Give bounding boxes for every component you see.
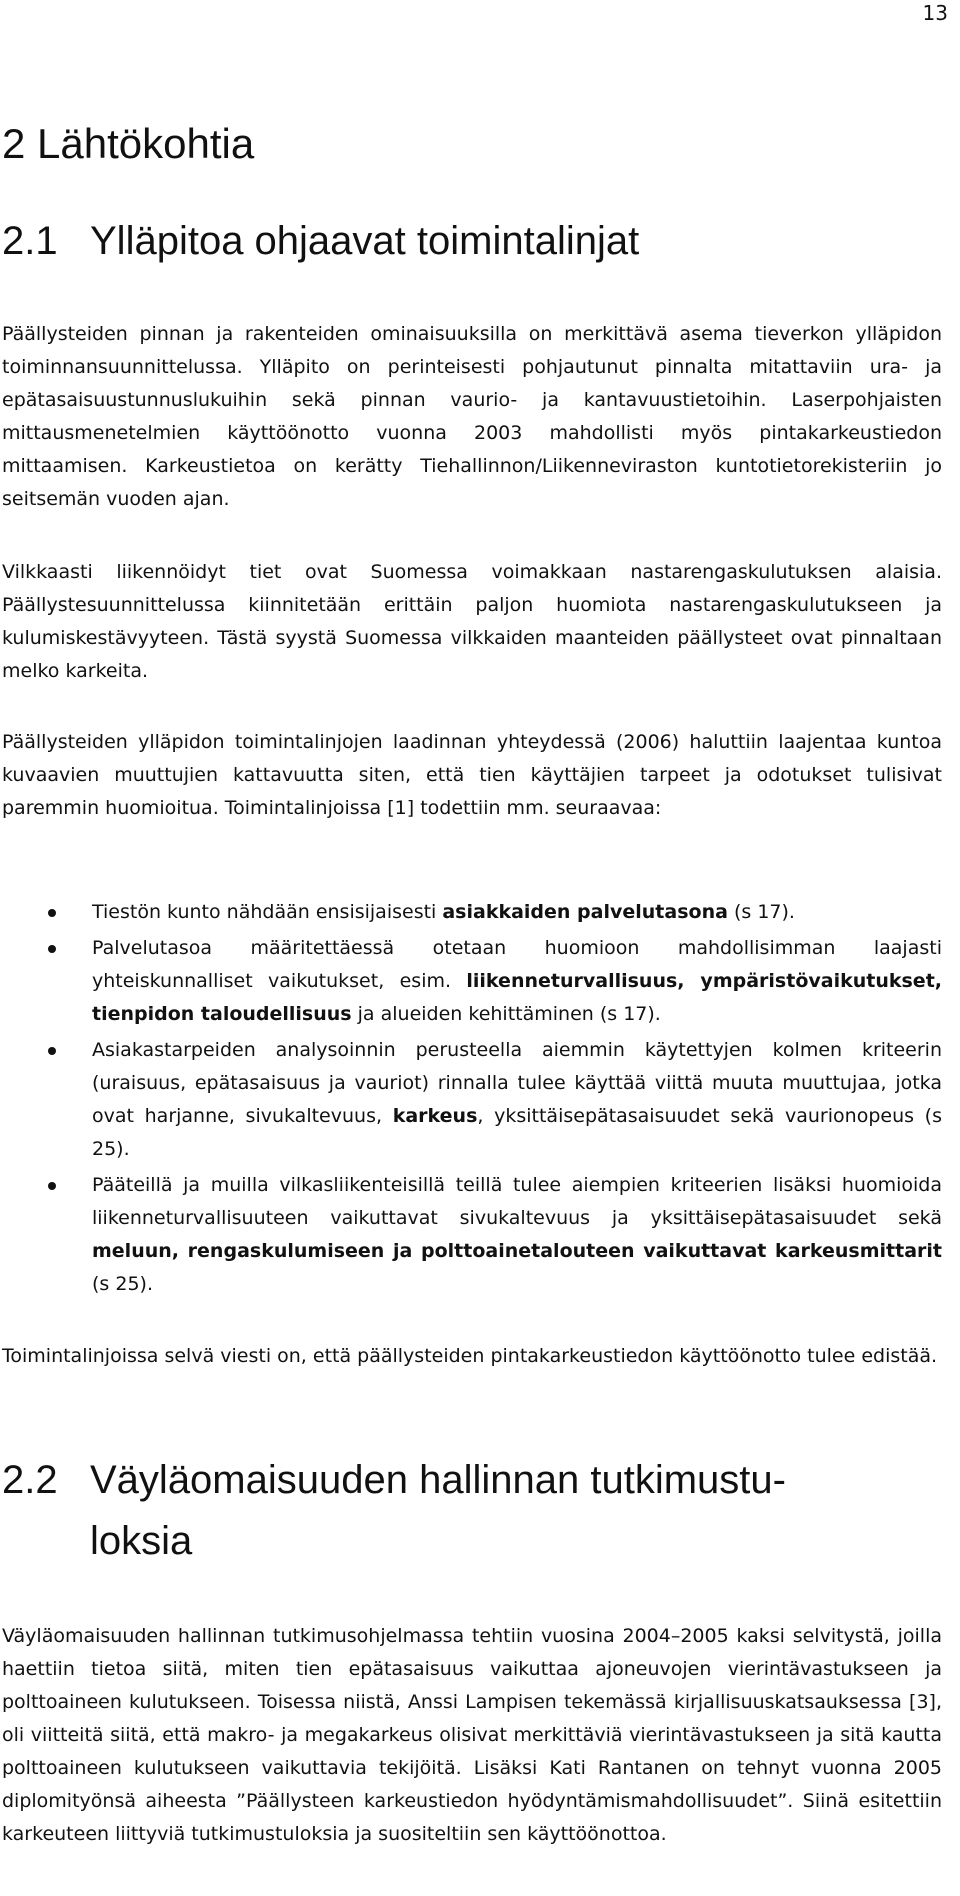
page-number: 13 <box>922 1 948 25</box>
chapter-heading: 2 Lähtökohtia <box>2 120 255 167</box>
item-bold-text: asiakkaiden palvelutasona <box>442 901 728 923</box>
bullet-icon <box>48 945 56 953</box>
item-text: Tiestön kunto nähdään ensisijaisesti <box>92 901 443 923</box>
item-text: , yksittäisepätasaisuudet sekä vaurionopeus (s 25). <box>92 1105 942 1160</box>
item-bold-text: liikenneturvallisuus, ympäristövaikutukset, tienpidon taloudellisuus <box>92 970 942 1025</box>
section-title-line2: loksia <box>90 1519 193 1563</box>
item-text: (s 25). <box>92 1273 153 1295</box>
item-text: Pääteillä ja muilla vilkasliikenteisillä teillä tulee aiempien kriteerien lisäksi huomioida liikenneturvallisuuteen vaikuttavat sivukaltevuus ja yksittäisepätasaisuudet sekä <box>92 1174 942 1229</box>
item-bold-text: meluun, rengaskulumiseen ja polttoainetalouteen vaikuttavat karkeusmittarit <box>92 1240 942 1262</box>
bullet-icon <box>48 1182 56 1190</box>
section-title: Ylläpitoa ohjaavat toimintalinjat <box>90 219 640 263</box>
list-item <box>2 932 942 1031</box>
list-item <box>2 1169 942 1301</box>
list-item <box>2 1034 942 1166</box>
section-heading-2-2 <box>2 1450 786 1572</box>
paragraph-2: Vilkkaasti liikennöidyt tiet ovat Suomessa voimakkaan nastarengaskulutuksen alaisia. Päällystesuunnittelussa kiinnitetään erittäin paljon huomiota nastarengaskulutukseen ja kulumiskestävyyteen. Tästä syystä Suomessa vilkkaiden maanteiden päällysteet ovat pinnaltaan melko karkeita. <box>2 561 942 682</box>
paragraph-5: Väyläomaisuuden hallinnan tutkimusohjelmassa tehtiin vuosina 2004–2005 kaksi selvitystä, joilla haettiin tietoa siitä, miten tien epätasaisuus vaikuttaa ajoneuvojen vierintävastukseen ja polttoaineen kulutukseen. Toisessa niistä, Anssi Lampisen tekemässä kirjallisuuskatsauksessa [3], oli viitteitä siitä, että makro- ja megakarkeus olisivat merkittäviä vierintävastukseen ja sitä kautta polttoaineen kulutukseen vaikuttavia tekijöitä. Lisäksi Kati Rantanen on tehnyt vuonna 2005 diplomityönsä aiheesta ”Päällysteen karkeustiedon hyödyntämismahdollisuudet”. Siinä esitettiin karkeuteen liittyviä tutkimustuloksia ja suositeltiin sen käyttöönottoa. <box>2 1625 942 1845</box>
list-item <box>2 896 942 929</box>
section-number: 2.1 <box>2 219 58 263</box>
bullet-icon <box>48 1047 56 1055</box>
bullet-icon <box>48 909 56 917</box>
section-title-line1: Väyläomaisuuden hallinnan tutkimustu- <box>90 1458 786 1502</box>
paragraph-4: Toimintalinjoissa selvä viesti on, että päällysteiden pintakarkeustiedon käyttöönotto tulee edistää. <box>2 1345 938 1367</box>
paragraph-1: Päällysteiden pinnan ja rakenteiden ominaisuuksilla on merkittävä asema tieverkon ylläpidon toiminnansuunnittelussa. Ylläpito on perinteisesti pohjautunut pinnalta mitattaviin ura- ja epätasaisuustunnuslukuihin sekä pinnan vaurio- ja kantavuustietoihin. Laserpohjaisten mittausmenetelmien käyttöönotto vuonna 2003 mahdollisti myös pintakarkeustiedon mittaamisen. Karkeustietoa on kerätty Tiehallinnon/Liikenneviraston kuntotietorekisteriin jo seitsemän vuoden ajan. <box>2 323 942 510</box>
paragraph-3: Päällysteiden ylläpidon toimintalinjojen laadinnan yhteydessä (2006) haluttiin laajentaa kuntoa kuvaavien muuttujien kattavuutta siten, että tien käyttäjien tarpeet ja odotukset tulisivat paremmin huomioitua. Toimintalinjoissa [1] todettiin mm. seuraavaa: <box>2 731 942 819</box>
section-number: 2.2 <box>2 1458 58 1502</box>
section-heading-2-1 <box>2 216 639 266</box>
item-text: Asiakastarpeiden analysoinnin perusteella aiemmin käytettyjen kolmen kriteerin (uraisuus, epätasaisuus ja vauriot) rinnalla tulee käyttää viittä muuta muuttujaa, jotka ovat harjanne, sivukaltevuus, <box>92 1039 942 1127</box>
item-bold-text: karkeus <box>392 1105 478 1127</box>
item-text: Palvelutasoa määritettäessä otetaan huomioon mahdollisimman laajasti yhteiskunnalliset vaikutukset, esim. <box>92 937 942 992</box>
item-text: (s 17). <box>727 901 795 923</box>
item-text: ja alueiden kehittäminen (s 17). <box>351 1003 661 1025</box>
criteria-list <box>2 896 942 1304</box>
